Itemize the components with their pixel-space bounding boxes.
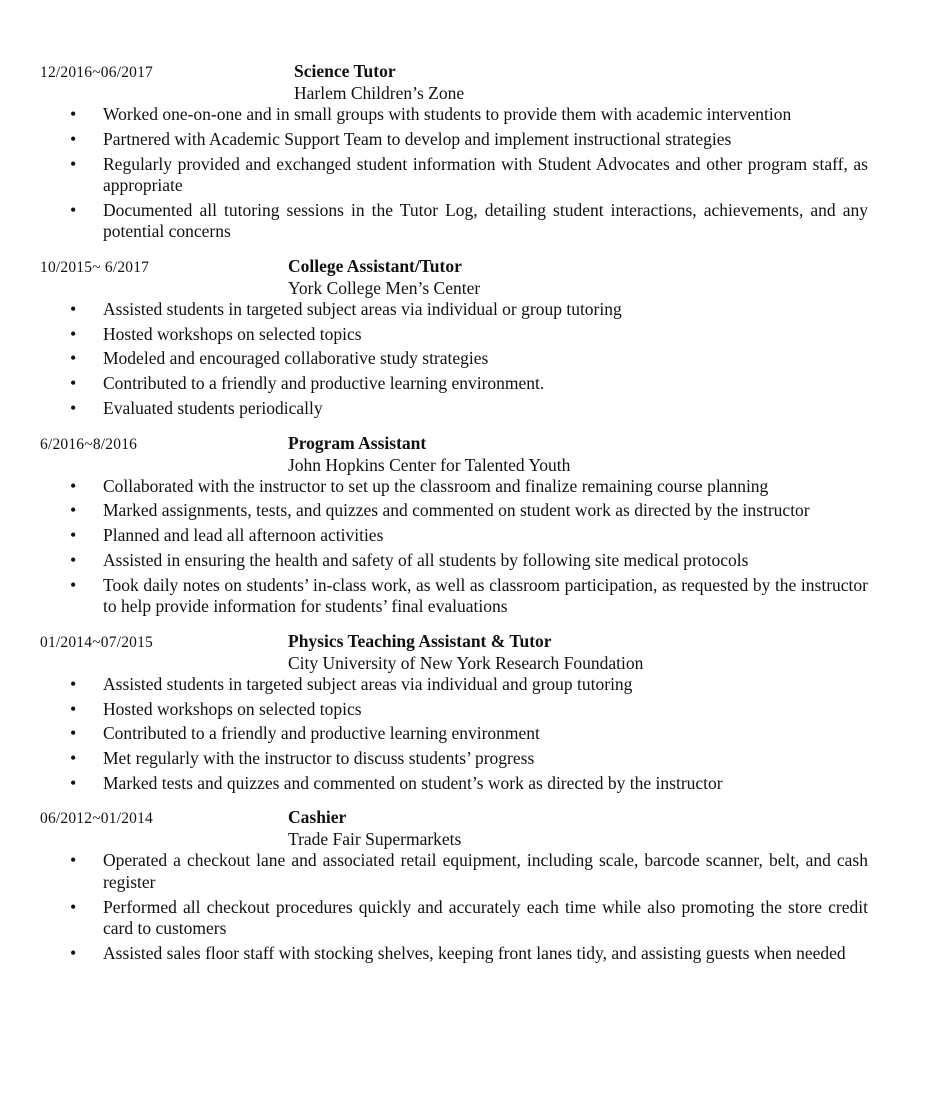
job-bullet: • Contributed to a friendly and productive learning environment	[0, 723, 942, 745]
job-bullet: • Assisted sales floor staff with stocking shelves, keeping front lanes tidy, and assisting guests when needed	[0, 943, 942, 965]
job-bullet-list	[0, 674, 942, 795]
job-organization: John Hopkins Center for Talented Youth	[288, 454, 571, 475]
job-dates: 06/2012~01/2014	[40, 810, 153, 828]
job-dates: 01/2014~07/2015	[40, 633, 153, 651]
job-dates: 6/2016~8/2016	[40, 435, 138, 453]
job-entry	[0, 60, 942, 243]
job-dates: 12/2016~06/2017	[40, 64, 153, 81]
job-bullet-list	[0, 476, 942, 618]
job-bullet-list	[0, 299, 942, 420]
job-bullet: • Performed all checkout procedures quickly and accurately each time while also promoting the store credit card to customers	[0, 897, 942, 940]
job-title: Physics Teaching Assistant & Tutor	[288, 630, 552, 651]
job-bullet: • Marked assignments, tests, and quizzes and commented on student work as directed by the instructor	[0, 500, 942, 522]
job-bullet: • Partnered with Academic Support Team to develop and implement instructional strategies	[0, 129, 942, 151]
experience-section	[0, 60, 942, 977]
job-bullet: • Planned and lead all afternoon activities	[0, 525, 942, 547]
job-organization: Trade Fair Supermarkets	[288, 829, 462, 850]
job-bullet-list	[0, 104, 942, 243]
job-bullet: • Took daily notes on students’ in-class work, as well as classroom participation, as requested by the instructor to help provide information for students’ final evaluations	[0, 575, 942, 618]
job-bullet: • Assisted in ensuring the health and safety of all students by following site medical protocols	[0, 550, 942, 572]
job-bullet: • Hosted workshops on selected topics	[0, 699, 942, 721]
job-title: Science Tutor	[294, 61, 396, 81]
job-bullet: • Hosted workshops on selected topics	[0, 324, 942, 346]
job-title: Program Assistant	[288, 432, 427, 453]
job-bullet: • Marked tests and quizzes and commented on student’s work as directed by the instructor	[0, 773, 942, 795]
job-entry	[0, 432, 942, 618]
job-bullet: • Contributed to a friendly and productive learning environment.	[0, 373, 942, 395]
job-entry	[0, 255, 942, 420]
job-bullet: • Regularly provided and exchanged student information with Student Advocates and other program staff, as appropriate	[0, 154, 942, 197]
job-bullet: • Collaborated with the instructor to set up the classroom and finalize remaining course planning	[0, 476, 942, 498]
job-organization: Harlem Children’s Zone	[294, 83, 465, 103]
job-bullet: • Modeled and encouraged collaborative study strategies	[0, 348, 942, 370]
job-bullet-list	[0, 850, 942, 964]
job-organization: City University of New York Research Foundation	[288, 652, 644, 673]
job-header	[0, 432, 942, 476]
job-bullet: • Documented all tutoring sessions in the Tutor Log, detailing student interactions, achievements, and any potential concerns	[0, 200, 942, 243]
job-bullet: • Assisted students in targeted subject areas via individual and group tutoring	[0, 674, 942, 696]
job-dates: 10/2015~ 6/2017	[40, 258, 150, 276]
job-bullet: • Evaluated students periodically	[0, 398, 942, 420]
job-bullet: • Met regularly with the instructor to discuss students’ progress	[0, 748, 942, 770]
job-bullet: • Operated a checkout lane and associated retail equipment, including scale, barcode scanner, belt, and cash register	[0, 850, 942, 893]
job-entry	[0, 806, 942, 964]
job-bullet: • Assisted students in targeted subject areas via individual or group tutoring	[0, 299, 942, 321]
job-title: College Assistant/Tutor	[288, 255, 462, 276]
job-title: Cashier	[288, 807, 347, 828]
job-entry	[0, 630, 942, 795]
job-organization: York College Men’s Center	[288, 277, 481, 298]
job-bullet: • Worked one-on-one and in small groups with students to provide them with academic intervention	[0, 104, 942, 126]
